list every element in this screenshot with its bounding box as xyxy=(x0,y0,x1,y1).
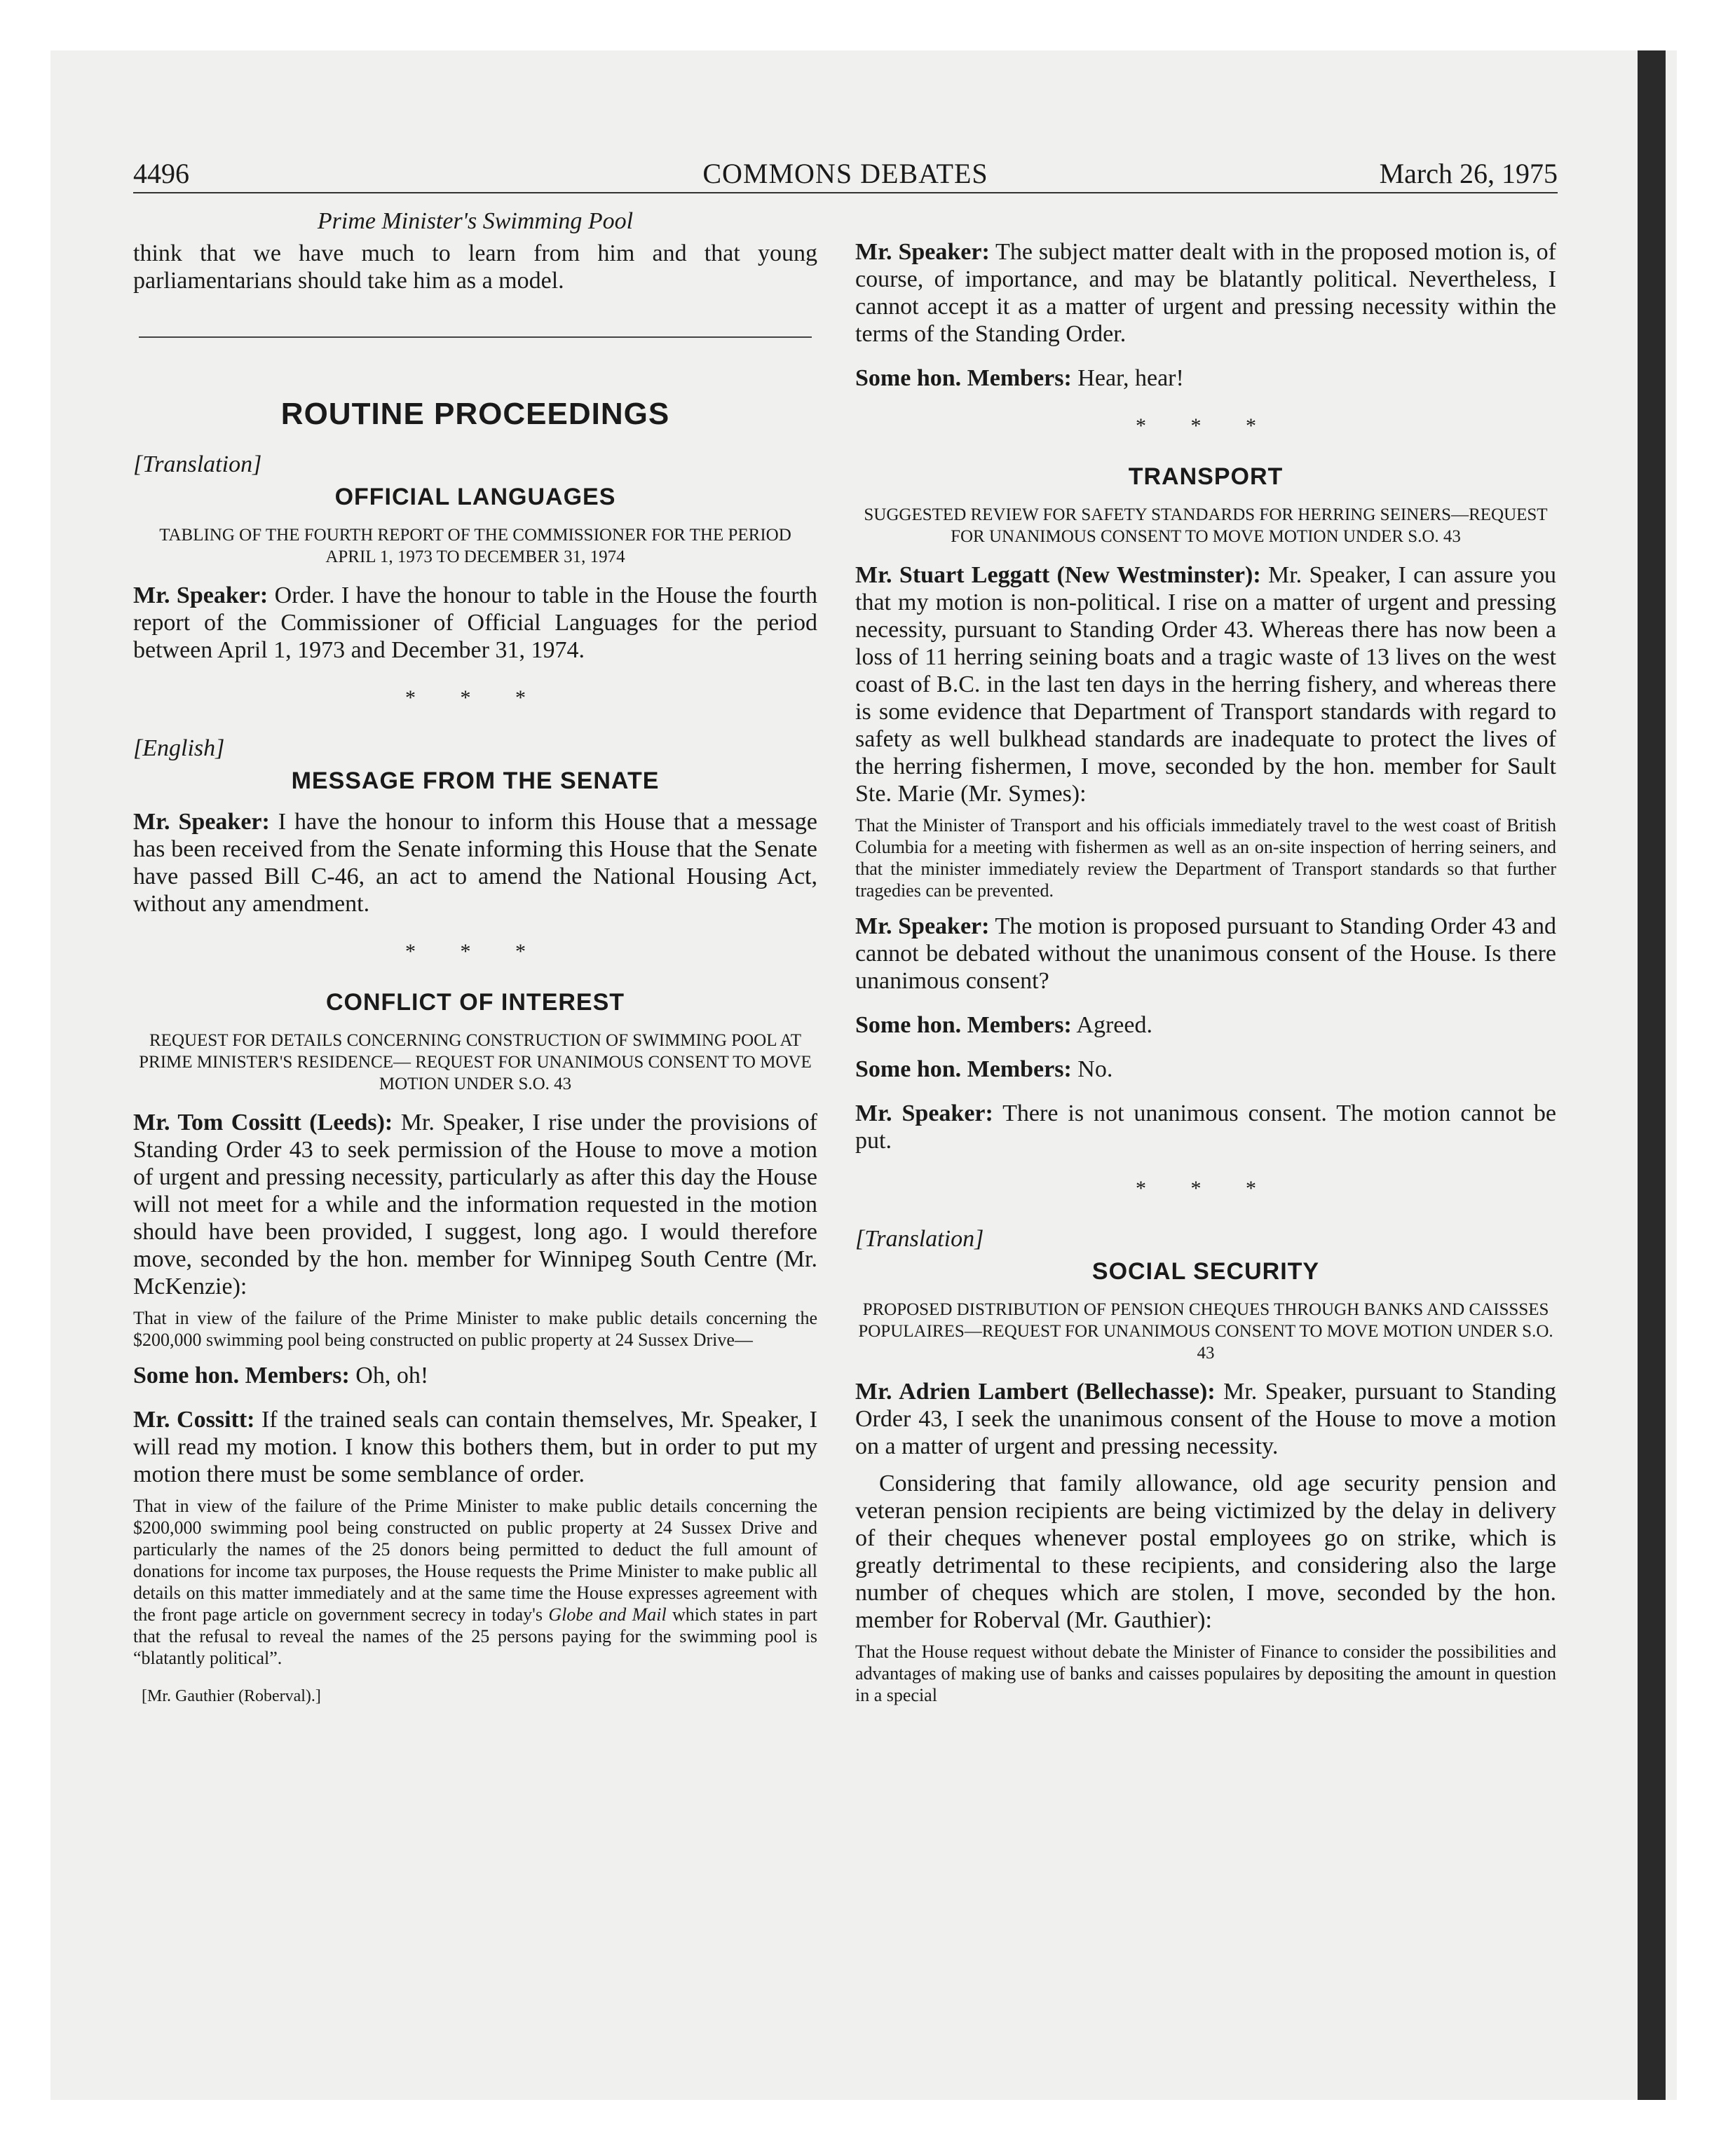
paragraph xyxy=(855,1011,1556,1039)
speaker-name: Some hon. Members: xyxy=(855,1056,1072,1082)
motion-quote: That the Minister of Transport and his officials immediately travel to the west coast of British Columbia for a meeting with fishermen as well as an on-site inspection of herring seiners, and that the minister immediately review the Department of Transport standards so that further tragedies can be prevented. xyxy=(855,815,1556,901)
speech-text: No. xyxy=(1071,1056,1113,1082)
speech-text: Mr. Speaker, I can assure you that my motion is non-political. I rise on a matter of urgent and pressing necessity, pursuant to Standing Order 43. Whereas there has now been a loss of 11 herring seining boats and a tragic waste of 13 lives on the west coast of B.C. in the last ten days in the herring fishery, and whereas there is some evidence that Department of Transport standards with regard to safety as well bulkhead standards are inadequate to protect the lives of the herring fishermen, I move, seconded by the hon. member for Sault Ste. Marie (Mr. Symes): xyxy=(855,562,1556,807)
section-heading: ROUTINE PROCEEDINGS xyxy=(280,397,670,431)
newspaper-name: Globe and Mail xyxy=(548,1604,667,1625)
subject-heading: MESSAGE FROM THE SENATE xyxy=(291,767,660,794)
speech-text: Agreed. xyxy=(1071,1012,1152,1038)
paragraph xyxy=(133,1362,817,1389)
scan-edge-bar xyxy=(1638,50,1666,2100)
page-number: 4496 xyxy=(133,158,189,189)
paragraph: Considering that family allowance, old age security pension and veteran pension recipients are being victimized by the delay in delivery of their cheques whenever postal employees go on strike, which is greatly detrimental to these recipients, and considering also the large number of cheques which are stolen, I move, seconded by the hon. member for Roberval (Mr. Gauthier): xyxy=(855,1471,1556,1633)
paragraph xyxy=(855,1100,1556,1154)
asterisk-separator: * * * xyxy=(405,686,545,709)
subject-heading: TRANSPORT xyxy=(1128,463,1284,490)
speech-text: The subject matter dealt with in the proposed motion is, of course, of importance, and may be blatantly political. Nevertheless, I cannot accept it as a matter of urgent and pressing necessity within the terms of the Standing Order. xyxy=(855,239,1556,347)
language-label: [Translation] xyxy=(855,1226,984,1252)
motion-quote: That the House request without debate the Minister of Finance to consider the possibilities and advantages of making use of banks and caisses populaires by depositing the amount in question in a special xyxy=(855,1642,1556,1705)
paragraph xyxy=(855,238,1556,348)
speech-text: There is not unanimous consent. The motion cannot be put. xyxy=(855,1100,1556,1154)
quote-text: That in view of the failure of the Prime Minister to make public details concerning the $200,000 swimming pool being constructed on public property at 24 Sussex Drive and particularly the names of the 25 donors being permitted to deduct the full amount of donations for income tax purposes, the House requests the Prime Minister to make public all details on this matter immediately and at the same time the House expresses agreement with the front page article on government secrecy in today's xyxy=(133,1496,817,1625)
motion-quote: That in view of the failure of the Prime Minister to make public details concerning the $200,000 swimming pool being constructed on public property at 24 Sussex Drive— xyxy=(133,1308,817,1350)
language-label: [Translation] xyxy=(133,451,262,477)
page-date: March 26, 1975 xyxy=(1379,158,1558,189)
speech-text: I have the honour to inform this House that a message has been received from the Senate informing this House that the Senate have passed Bill C-46, an act to amend the National Housing Act, without any amendment. xyxy=(133,809,817,917)
speaker-name: Mr. Speaker: xyxy=(855,239,990,265)
paragraph xyxy=(855,1378,1556,1460)
left-column xyxy=(133,206,817,2085)
asterisk-separator: * * * xyxy=(405,940,545,963)
speaker-reference-note: [Mr. Gauthier (Roberval).] xyxy=(142,1687,321,1705)
asterisk-separator: * * * xyxy=(1136,1177,1276,1200)
header-rule xyxy=(133,192,1558,193)
speech-text: Mr. Speaker, pursuant to Standing Order 43, I seek the unanimous consent of the House to move a motion on a matter of urgent and pressing necessity. xyxy=(855,1379,1556,1459)
paragraph xyxy=(855,913,1556,995)
paragraph xyxy=(855,364,1556,392)
right-column xyxy=(855,206,1556,2085)
speaker-name: Mr. Speaker: xyxy=(133,582,268,608)
quote-text: which states in part that the refusal to reveal the names of the 25 persons paying for the swimming pool is “blatantly political”. xyxy=(133,1604,817,1668)
speaker-name: Mr. Adrien Lambert (Bellechasse): xyxy=(855,1379,1216,1405)
subject-subheading: PROPOSED DISTRIBUTION OF PENSION CHEQUES THROUGH BANKS AND CAISSSES POPULAIRES—REQUEST FOR UNANIMOUS CONSENT TO MOVE MOTION UNDER S.O. 43 xyxy=(858,1300,1553,1363)
paragraph xyxy=(133,1406,817,1488)
speaker-name: Mr. Speaker: xyxy=(133,809,270,835)
subject-subheading: SUGGESTED REVIEW FOR SAFETY STANDARDS FOR HERRING SEINERS—REQUEST FOR UNANIMOUS CONSENT TO MOVE MOTION UNDER S.O. 43 xyxy=(864,505,1548,546)
speaker-name: Mr. Tom Cossitt (Leeds): xyxy=(133,1110,393,1135)
paragraph xyxy=(133,1109,817,1300)
section-divider xyxy=(139,336,812,338)
running-head: Prime Minister's Swimming Pool xyxy=(317,208,634,234)
paragraph xyxy=(855,1056,1556,1083)
paragraph xyxy=(133,808,817,917)
speaker-name: Mr. Speaker: xyxy=(855,913,990,939)
speech-text: The motion is proposed pursuant to Standing Order 43 and cannot be debated without the unanimous consent of the House. Is there unanimous consent? xyxy=(855,913,1556,994)
subject-subheading: REQUEST FOR DETAILS CONCERNING CONSTRUCTION OF SWIMMING POOL AT PRIME MINISTER'S RESIDENCE— REQUEST FOR UNANIMOUS CONSENT TO MOVE MOTION UNDER S.O. 43 xyxy=(139,1031,812,1093)
speaker-name: Some hon. Members: xyxy=(133,1363,350,1389)
speaker-name: Mr. Stuart Leggatt (New Westminster): xyxy=(855,562,1261,588)
motion-quote xyxy=(133,1495,817,1669)
paragraph xyxy=(855,561,1556,807)
speech-text: Mr. Speaker, I rise under the provisions of Standing Order 43 to seek permission of the House to move a motion of urgent and pressing necessity, particularly as after this day the House will not meet for a while and the information requested in the motion should have been provided, I suggest, long ago. I would therefore move, seconded by the hon. member for Winnipeg South Centre (Mr. McKenzie): xyxy=(133,1110,817,1299)
subject-heading: SOCIAL SECURITY xyxy=(1091,1258,1320,1285)
speaker-name: Some hon. Members: xyxy=(855,365,1072,391)
speech-text: Oh, oh! xyxy=(349,1363,429,1389)
speech-text: If the trained seals can contain themselves, Mr. Speaker, I will read my motion. I know this bothers them, but in order to put my motion there must be some semblance of order. xyxy=(133,1407,817,1487)
subject-heading: CONFLICT OF INTEREST xyxy=(325,989,625,1016)
speaker-name: Mr. Speaker: xyxy=(855,1100,993,1126)
paragraph xyxy=(133,582,817,664)
publication-title: COMMONS DEBATES xyxy=(702,158,988,189)
speaker-name: Some hon. Members: xyxy=(855,1012,1072,1038)
subject-heading: OFFICIAL LANGUAGES xyxy=(334,484,616,510)
speech-text: Order. I have the honour to table in the House the fourth report of the Commissioner of Official Languages for the period between April 1, 1973 and December 31, 1974. xyxy=(133,582,817,663)
page-header xyxy=(133,156,1558,192)
paragraph: think that we have much to learn from him and that young parliamentarians should take him as a model. xyxy=(133,240,817,294)
speech-text: Hear, hear! xyxy=(1071,365,1184,391)
speaker-name: Mr. Cossitt: xyxy=(133,1407,255,1433)
language-label: [English] xyxy=(133,735,225,761)
asterisk-separator: * * * xyxy=(1136,414,1276,437)
subject-subheading: TABLING OF THE FOURTH REPORT OF THE COMMISSIONER FOR THE PERIOD APRIL 1, 1973 TO DECEMBER 31, 1974 xyxy=(159,526,791,566)
